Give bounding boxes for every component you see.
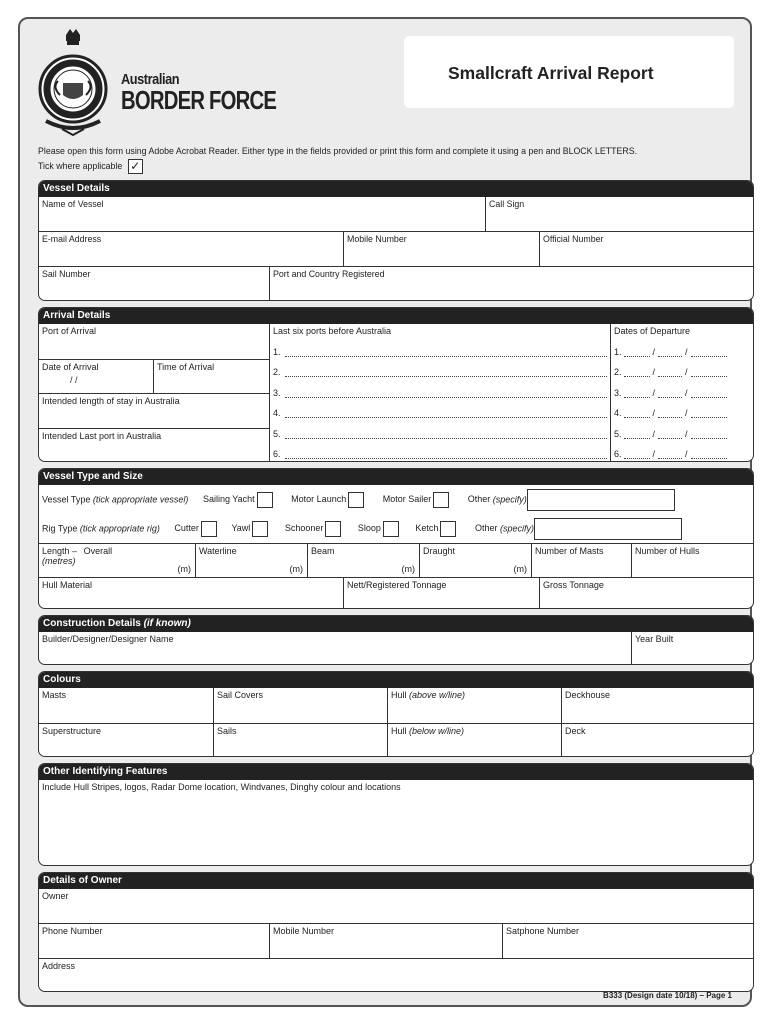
coat-of-arms-logo — [36, 25, 110, 137]
owner-name-field[interactable]: Owner — [42, 891, 69, 901]
owner-section — [38, 872, 754, 992]
sail-covers-colour-field[interactable]: Sail Covers — [213, 688, 387, 723]
departure-date-line[interactable]: 2. / / — [614, 357, 750, 378]
sloop-checkbox[interactable] — [383, 521, 399, 537]
title-box — [404, 36, 734, 108]
dimensions-row — [39, 543, 753, 577]
date-of-arrival-field[interactable]: Date of Arrival / / — [42, 362, 99, 385]
vessel-type-heading: Vessel Type and Size — [39, 469, 753, 485]
sails-colour-field[interactable]: Sails — [213, 724, 387, 756]
motor-launch-checkbox[interactable] — [348, 492, 364, 508]
departure-date-line[interactable]: 6. / / — [614, 439, 750, 460]
last-port-line[interactable]: 2. — [273, 357, 607, 378]
vessel-other-specify-input[interactable] — [527, 489, 675, 511]
deckhouse-colour-field[interactable]: Deckhouse — [561, 688, 753, 723]
cutter-checkbox[interactable] — [201, 521, 217, 537]
year-built-field[interactable]: Year Built — [631, 632, 753, 664]
intro-text — [38, 144, 738, 174]
tick-label: Tick where applicable — [38, 161, 123, 171]
hull-below-colour-field[interactable]: Hull (below w/line) — [387, 724, 561, 756]
footer-design-date: B333 (Design date 10/18) – Page 1 — [603, 991, 732, 1000]
number-of-masts-field[interactable]: Number of Masts — [531, 544, 631, 577]
last-port-field[interactable]: Intended Last port in Australia — [39, 428, 269, 461]
port-of-arrival-field[interactable]: Port of Arrival — [42, 326, 97, 336]
colours-section — [38, 671, 754, 757]
length-of-stay-field[interactable]: Intended length of stay in Australia — [39, 393, 269, 428]
sail-number-field[interactable]: Sail Number — [42, 269, 91, 279]
number-of-hulls-field[interactable]: Number of Hulls — [631, 544, 753, 577]
call-sign-field[interactable]: Call Sign — [485, 197, 753, 231]
rig-other-specify-input[interactable] — [534, 518, 682, 540]
port-country-field[interactable]: Port and Country Registered — [269, 267, 753, 301]
owner-address-field[interactable]: Address — [39, 958, 753, 991]
builder-name-field[interactable]: Builder/Designer/Designer Name — [42, 634, 174, 644]
vessel-type-section — [38, 468, 754, 609]
last-port-line[interactable]: 4. — [273, 398, 607, 419]
features-heading: Other Identifying Features — [39, 764, 753, 780]
gross-tonnage-field[interactable]: Gross Tonnage — [539, 578, 753, 608]
vessel-details-heading: Vessel Details — [39, 181, 753, 197]
yawl-checkbox[interactable] — [252, 521, 268, 537]
motor-sailer-checkbox[interactable] — [433, 492, 449, 508]
time-of-arrival-field[interactable]: Time of Arrival — [153, 360, 269, 393]
owner-phones-row — [39, 923, 753, 958]
construction-heading: Construction Details (if known) — [39, 616, 753, 632]
construction-section — [38, 615, 754, 665]
features-field[interactable]: Include Hull Stripes, logos, Radar Dome location, Windvanes, Dinghy colour and locations — [42, 782, 401, 792]
waterline-field[interactable]: Waterline (m) — [195, 544, 307, 577]
arrival-details-heading: Arrival Details — [39, 308, 753, 324]
form-title: Smallcraft Arrival Report — [448, 63, 654, 83]
brand-line-2: BORDER FORCE — [121, 85, 277, 115]
last-six-ports-field[interactable]: Last six ports before Australia 1. 2. 3. 4. 5. 6. — [269, 324, 610, 461]
last-port-line[interactable]: 6. — [273, 439, 607, 460]
departure-dates-field[interactable]: Dates of Departure 1. / / 2. / / 3. / / 4. / / 5. / / 6. / / — [610, 324, 753, 461]
rig-type-row: Rig Type (tick appropriate rig) Cutter Yawl Schooner Sloop Ketch Other (specify) — [39, 515, 753, 543]
features-section — [38, 763, 754, 866]
email-field[interactable]: E-mail Address — [42, 234, 102, 244]
tick-example-box: ✓ — [128, 159, 143, 174]
header — [20, 19, 750, 139]
hull-above-colour-field[interactable]: Hull (above w/line) — [387, 688, 561, 723]
colours-heading: Colours — [39, 672, 753, 688]
vessel-name-field[interactable]: Name of Vessel — [42, 199, 104, 209]
sailing-yacht-checkbox[interactable] — [257, 492, 273, 508]
departure-date-line[interactable]: 3. / / — [614, 377, 750, 398]
hull-material-field[interactable]: Hull Material — [42, 580, 93, 590]
owner-mobile-field[interactable]: Mobile Number — [269, 924, 502, 958]
owner-heading: Details of Owner — [39, 873, 753, 889]
colours-row-1 — [39, 688, 753, 723]
owner-phone-field[interactable]: Phone Number — [42, 926, 103, 936]
superstructure-colour-field[interactable]: Superstructure — [42, 726, 102, 736]
last-port-line[interactable]: 3. — [273, 377, 607, 398]
last-port-line[interactable]: 1. — [273, 336, 607, 357]
nett-tonnage-field[interactable]: Nett/Registered Tonnage — [343, 578, 539, 608]
deck-colour-field[interactable]: Deck — [561, 724, 753, 756]
draught-field[interactable]: Draught (m) — [419, 544, 531, 577]
vessel-details-section — [38, 180, 754, 301]
departure-date-line[interactable]: 4. / / — [614, 398, 750, 419]
colours-row-2 — [39, 723, 753, 756]
masts-colour-field[interactable]: Masts — [42, 690, 67, 700]
form-page — [18, 17, 752, 1007]
arrival-details-section — [38, 307, 754, 462]
departure-date-line[interactable]: 1. / / — [614, 336, 750, 357]
vessel-type-row: Vessel Type (tick appropriate vessel) Sailing Yacht Motor Launch Motor Sailer Other (specify) — [39, 485, 753, 515]
official-number-field[interactable]: Official Number — [539, 232, 753, 266]
vessel-mobile-field[interactable]: Mobile Number — [343, 232, 539, 266]
tonnage-row — [39, 577, 753, 608]
intro-instructions: Please open this form using Adobe Acrobat Reader. Either type in the fields provided or print this form and complete it using a pen and BLOCK LETTERS. — [38, 146, 638, 156]
schooner-checkbox[interactable] — [325, 521, 341, 537]
brand-line-1: Australian — [121, 71, 180, 88]
ketch-checkbox[interactable] — [440, 521, 456, 537]
length-overall-field[interactable]: Length – Overall (metres) (m) — [42, 546, 191, 574]
beam-field[interactable]: Beam (m) — [307, 544, 419, 577]
departure-date-line[interactable]: 5. / / — [614, 418, 750, 439]
last-port-line[interactable]: 5. — [273, 418, 607, 439]
owner-satphone-field[interactable]: Satphone Number — [502, 924, 753, 958]
